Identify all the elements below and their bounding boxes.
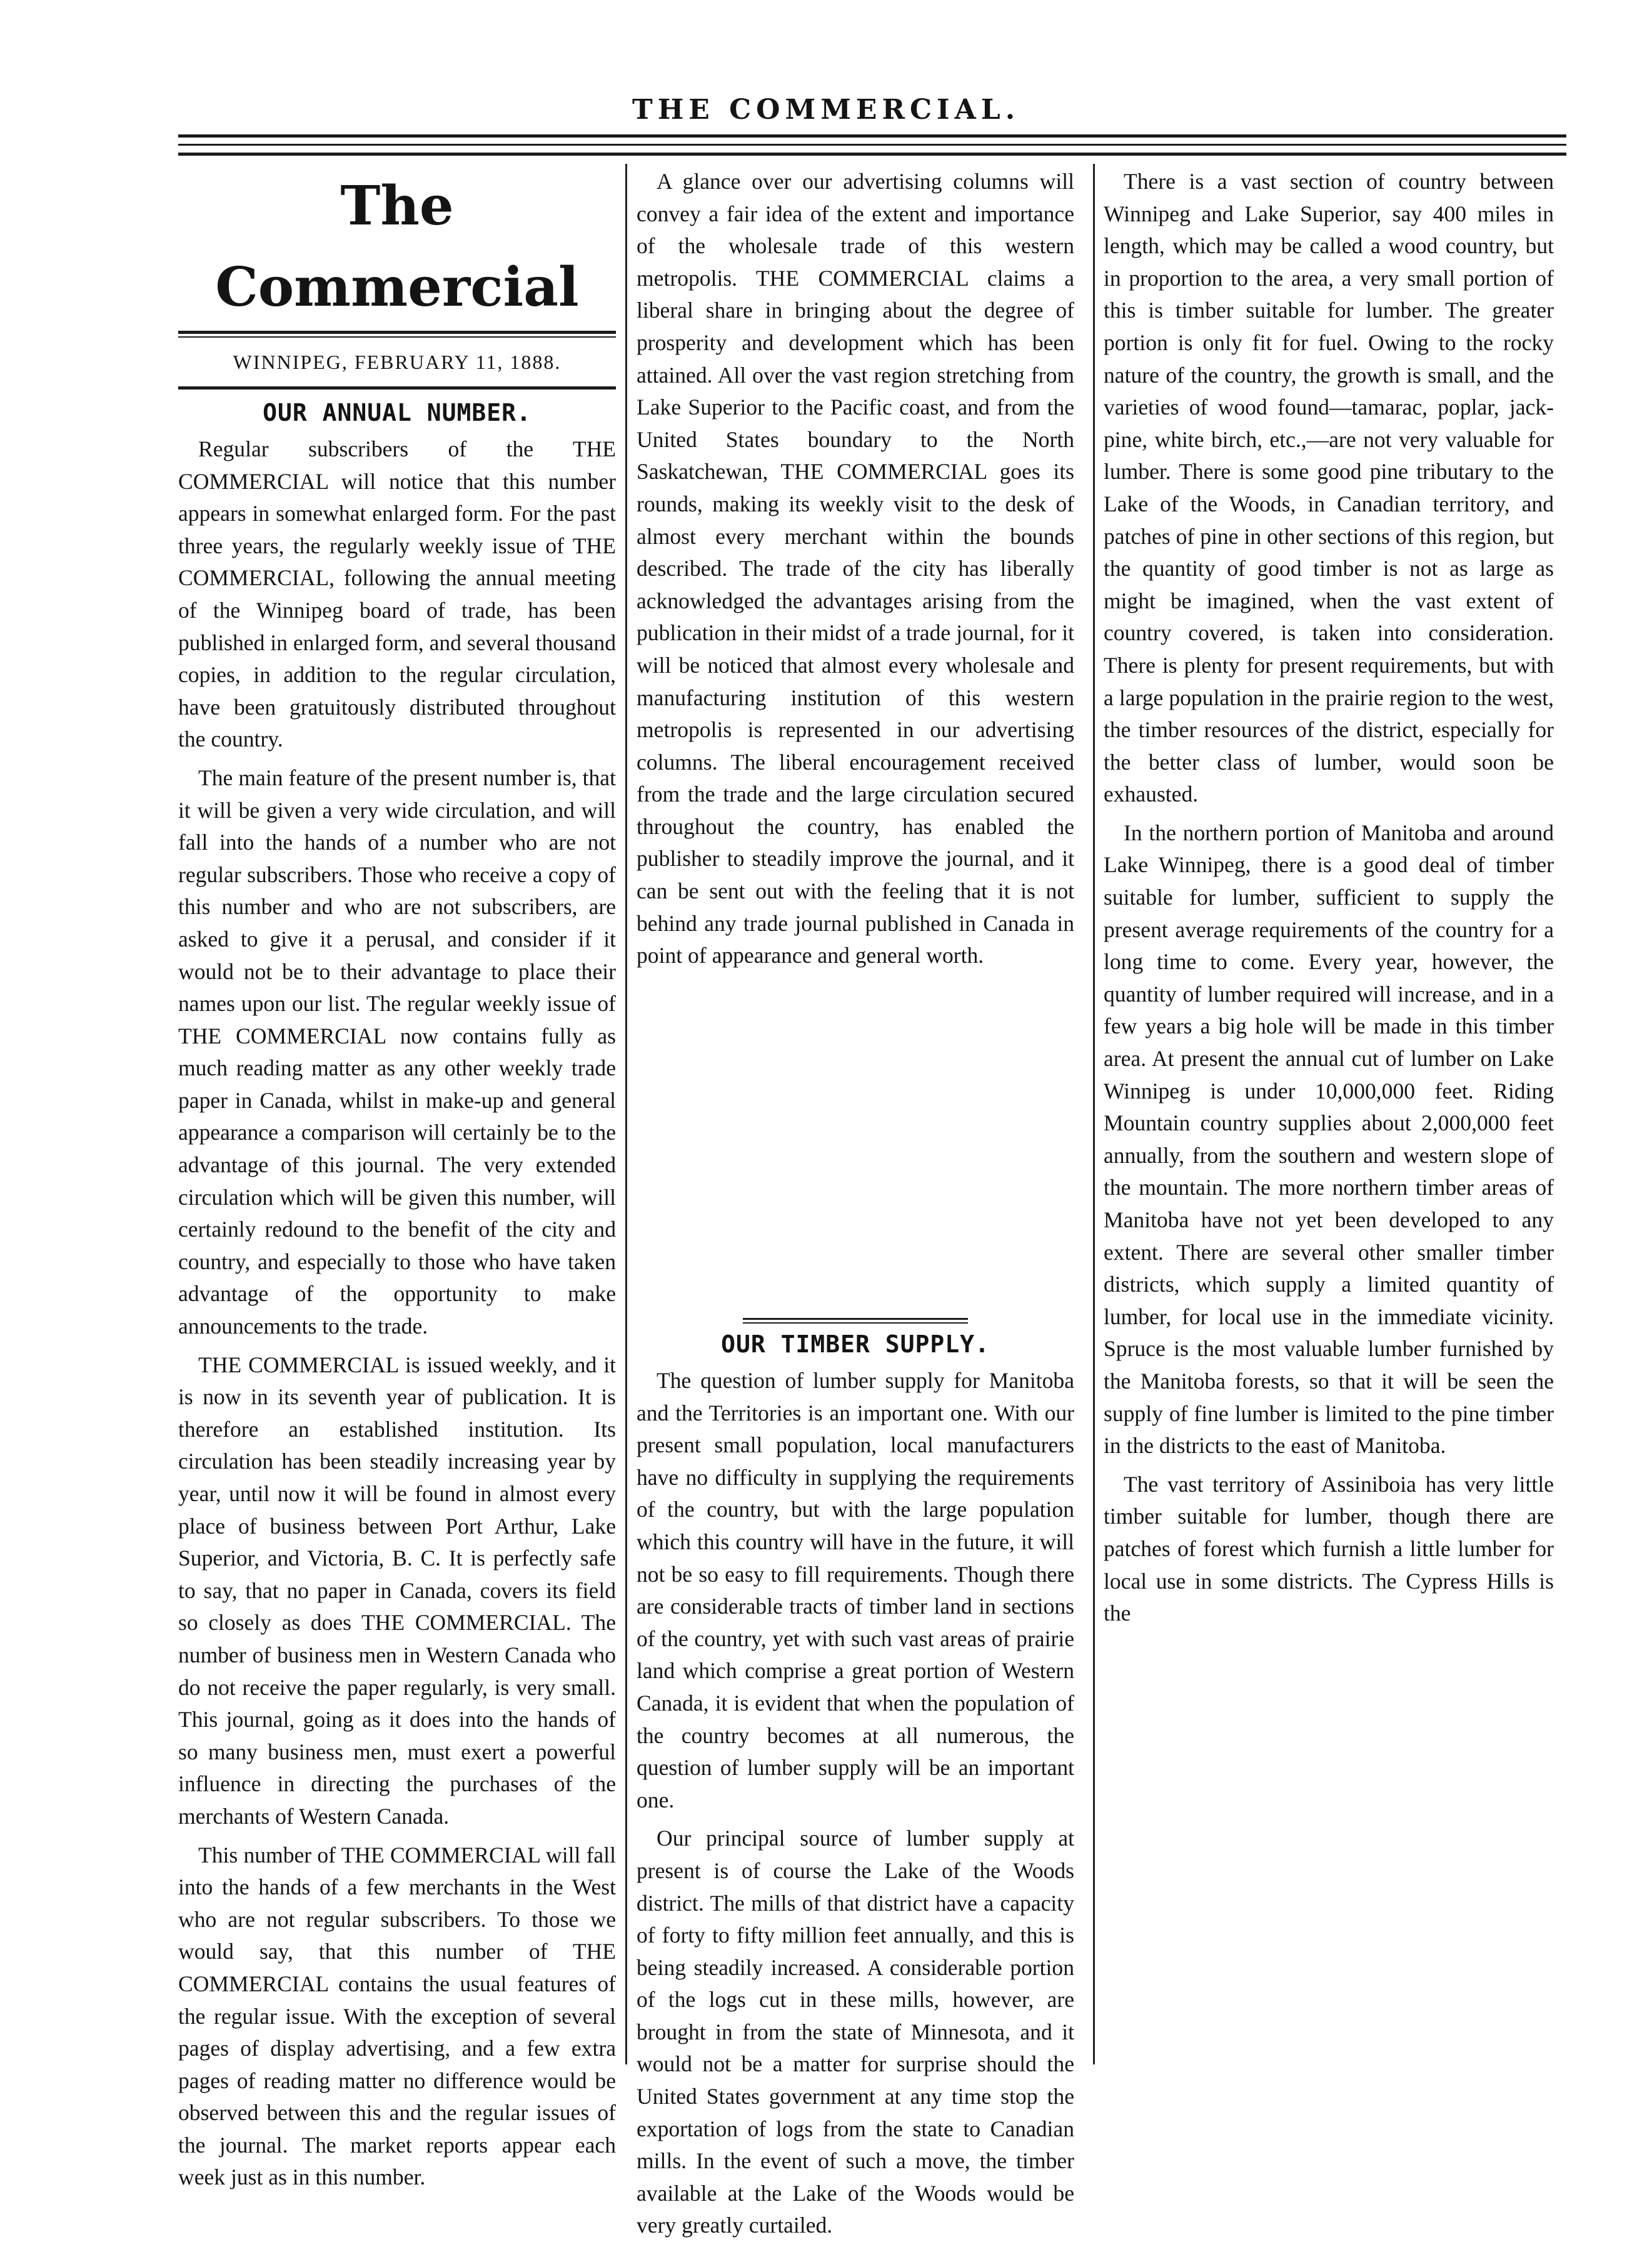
article-paragraph: THE COMMERCIAL is issued weekly, and it is now in its seventh year of publication. It is therefore an established institution. Its circulation has been steadily increasing year by year, until now it will be found in almost every place of business between Port Arthur, Lake Superior, and Victoria, B. C. It is perfectly safe to say, that no paper in Canada, covers its field so closely as does THE COMMERCIAL. The number of business men in Western Canada who do not receive the paper regularly, is very small. This journal, going as it does into the hands of so many business men, must exert a powerful influence in directing the purchases of the merchants of Western Canada. bbox=[178, 1352, 616, 1829]
article-paragraph: The vast territory of Assiniboia has very little timber suitable for lumber, though there are patches of forest which furnish a little lumber for local use in some districts. The Cypress Hills is the bbox=[1104, 1471, 1554, 1626]
article-heading-timber-supply: OUR TIMBER SUPPLY. bbox=[721, 1330, 990, 1358]
column-2 bbox=[637, 166, 1074, 2238]
dateline: WINNIPEG, FEBRUARY 11, 1888. bbox=[233, 351, 562, 373]
article-paragraph: Regular subscribers of the THE COMMERCIAL will notice that this number appears in somewhat enlarged form. For the past three years, the regularly weekly issue of THE COMMERCIAL, following the annual meeting of the Winnipeg board of trade, has been published in enlarged form, and several thousand copies, in addition to the regular circulation, have been gratuitously distributed throughout the country. bbox=[178, 436, 616, 752]
article-paragraph: The main feature of the present number is, that it will be given a very wide circulation, and will fall into the hands of a number who are not regular subscribers. Those who receive a copy of this number and who are not subscribers, are asked to give it a perusal, and consider if it would not be to their advantage to place their names upon our list. The regular weekly issue of THE COMMERCIAL now contains fully as much reading matter as any other weekly trade paper in Canada, whilst in make-up and general appearance a comparison will certainly be to the advantage of this journal. The very extended circulation which will be given this number, will certainly redound to the benefit of the city and country, and especially to those who have taken advantage of the opportunity to make announcements to the trade. bbox=[178, 765, 616, 1339]
masthead-title: The Commercial bbox=[215, 174, 579, 319]
column-1 bbox=[178, 166, 616, 2190]
article-paragraph: A glance over our advertising columns will convey a fair idea of the extent and importance of the wholesale trade of this western metropolis. THE COMMERCIAL claims a liberal share in bringing about the degree of prosperity and development which has been attained. All over the vast region stretching from Lake Superior to the Pacific coast, and from the United States boundary to the North Saskatchewan, THE COMMERCIAL goes its rounds, making its weekly visit to the desk of almost every merchant within the bounds described. The trade of the city has liberally acknowledged the advantages arising from the publication in their midst of a trade journal, for it will be noticed that almost every wholesale and manufacturing institution of this western metropolis is represented in our advertising columns. The liberal encouragement received from the trade and the large circulation secured throughout the country, has enabled the publisher to steadily improve the journal, and it can be sent out with the feeling that it is not behind any trade journal published in Canada in point of appearance and general worth. bbox=[637, 169, 1074, 968]
masthead-rule-thin bbox=[178, 336, 616, 338]
article-paragraph: This number of THE COMMERCIAL will fall into the hands of a few merchants in the West who are not regular subscribers. To those we would say, that this number of THE COMMERCIAL contains the usual features of the regular issue. With the exception of several pages of display advertising, and a few extra pages of reading matter no difference would be observed between this and the regular issues of the journal. The market reports appear each week just as in this number. bbox=[178, 1842, 616, 2190]
article-paragraph: There is a vast section of country between Winnipeg and Lake Superior, say 400 miles in length, which may be called a wood country, but in proportion to the area, a very small portion of this is timber suitable for lumber. The greater portion is only fit for fuel. Owing to the rocky nature of the country, the growth is small, and the varieties of wood found—tamarac, poplar, jack-pine, white birch, etc.,—are not very valuable for lumber. There is some good pine tributary to the Lake of the Woods, in Canadian territory, and patches of pine in other sections of this region, but the quantity of good timber is not as large as might be imagined, when the vast extent of country covered, is taken into consideration. There is plenty for present requirements, but with a large population in the prairie region to the west, the timber resources of the district, especially for the better class of lumber, would soon be exhausted. bbox=[1104, 169, 1554, 807]
top-rule bbox=[178, 134, 1566, 138]
article-paragraph: The question of lumber supply for Manitoba and the Territories is an important one. With our present small population, local manufacturers have no difficulty in supplying the requirements of the country, but with the large population which this country will have in the future, it will not be so easy to fill requirements. Though there are considerable tracts of timber land in sections of the country, yet with such vast areas of prairie land which comprise a great portion of Western Canada, it is evident that when the population of the country becomes at all numerous, the question of lumber supply will be an important one. bbox=[637, 1368, 1074, 1812]
column-divider bbox=[625, 164, 627, 2064]
top-rule-thin bbox=[178, 144, 1566, 146]
article-paragraph: Our principal source of lumber supply at present is of course the Lake of the Woods district. The mills of that district have a capacity of forty to fifty million feet annually, and this is being steadily increased. A considerable portion of the logs cut in these mills, however, are brought in from the state of Minnesota, and it would not be a matter for surprise should the United States government at any time stop the exportation of logs from the state to Canadian mills. In the event of such a move, the timber available at the Lake of the Woods would be very greatly curtailed. bbox=[637, 1826, 1074, 2238]
column-divider bbox=[1093, 164, 1095, 2064]
dateline-rule bbox=[178, 386, 616, 390]
article-paragraph: In the northern portion of Manitoba and around Lake Winnipeg, there is a good deal of timber suitable for lumber, sufficient to supply the present average requirements of the country for a long time to come. Every year, however, the quantity of lumber required will increase, and in a few years a big hole will be made in this timber area. At present the annual cut of lumber on Lake Winnipeg is under 10,000,000 feet. Riding Mountain country supplies about 2,000,000 feet annually, from the southern and western slope of the mountain. The more northern timber areas of Manitoba have not yet been developed to any extent. There are several other smaller timber districts, which supply a limited quantity of lumber, for local use in the immediate vicinity. Spruce is the most valuable lumber furnished by the Manitoba forests, so that it will be seen the supply of fine lumber is limited to the pine timber in the districts to the east of Manitoba. bbox=[1104, 820, 1554, 1459]
article-heading-annual-number: OUR ANNUAL NUMBER. bbox=[263, 399, 531, 426]
column-3 bbox=[1104, 166, 1554, 2060]
running-head: THE COMMERCIAL. bbox=[632, 94, 1020, 126]
section-separator bbox=[743, 1318, 968, 1320]
top-rule-lower bbox=[178, 153, 1566, 156]
masthead-rule bbox=[178, 331, 616, 334]
